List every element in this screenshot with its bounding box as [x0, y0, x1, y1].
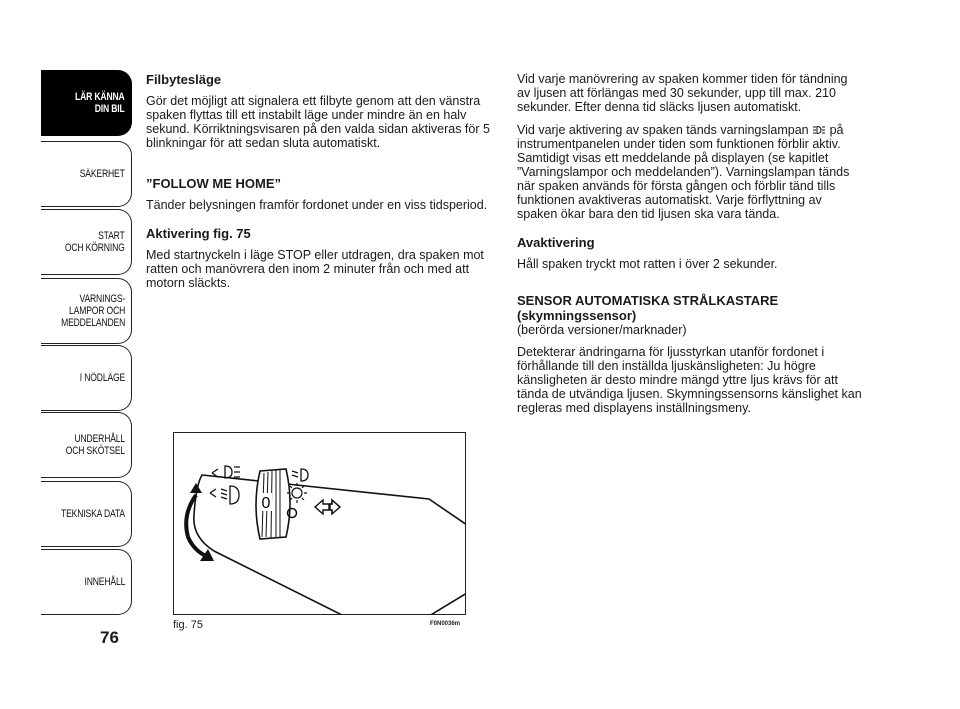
- ring-position-label: 0: [261, 495, 271, 512]
- tab-start-och-korning[interactable]: [41, 209, 132, 275]
- figure-75: [173, 432, 466, 615]
- light-stalk-illustration: [174, 433, 466, 615]
- tab-underhall[interactable]: [41, 412, 132, 478]
- tab-lar-kanna-din-bil[interactable]: [41, 70, 132, 136]
- tab-label: SÄKERHET: [79, 168, 125, 180]
- avaktivering-heading: Avaktivering: [517, 235, 595, 250]
- warning-lamp-text-end: på instrumentpanelen under tiden som funktionen förblir aktiv. Samtidigt visas ett meddelande på displayen (se kapitlet ”Varningslampor och meddelanden”). Varningslampan tänds när spaken används för första gången och förblir tänd tills funktionen avaktiveras automatiskt. Varje förflyttning av spaken ökar bara den tid ljusen ska vara tända.: [517, 123, 850, 221]
- sensor-heading: SENSOR AUTOMATISKA STRÅLKASTARE (skymningssensor): [517, 293, 779, 323]
- tab-varningslampor[interactable]: [41, 278, 132, 344]
- tab-label: INNEHÅLL: [84, 576, 125, 588]
- tab-label: LÄR KÄNNA DIN BIL: [75, 91, 125, 115]
- figure-caption: fig. 75: [173, 619, 203, 631]
- stalk-body: [194, 475, 466, 615]
- avaktivering-text: Håll spaken tryckt mot ratten i över 2 sekunder.: [517, 257, 778, 271]
- filbytes-heading: Filbytesläge: [146, 72, 222, 87]
- follow-me-home-text: Tänder belysningen framför fordonet under en viss tidsperiod.: [146, 198, 488, 212]
- warning-lamp-text-start: Vid varje aktivering av spaken tänds varningslampan: [517, 123, 809, 137]
- tab-innehall[interactable]: [41, 549, 132, 615]
- follow-me-home-heading: ”FOLLOW ME HOME”: [146, 176, 282, 191]
- figure-code: F0N0036m: [430, 621, 461, 627]
- sensor-note: (berörda versioner/marknader): [517, 323, 687, 337]
- tab-tekniska-data[interactable]: [41, 481, 132, 547]
- tab-label: TEKNISKA DATA: [61, 508, 125, 520]
- warning-lamp-text: [517, 123, 862, 221]
- tab-label: START OCH KÖRNING: [65, 230, 125, 254]
- page-number: 76: [100, 628, 119, 647]
- tab-label: VARNINGS- LAMPOR OCH MEDDELANDEN: [60, 293, 125, 329]
- filbytes-text: Gör det möjligt att signalera ett filbyte genom att den vänstra spaken flyttas till ett instabilt läge under mindre än en halv sekund. Körriktningsvisaren på den valda sidan aktiveras för 5 blinkningar för att sedan sluta automatiskt.: [146, 94, 490, 150]
- sensor-text: Detekterar ändringarna för ljusstyrkan utanför fordonet i förhållande till den inställda ljuskänsligheten: Ju högre känsligheten är desto mindre mängd yttre ljus krävs för att tända de utvändiga ljusen. Skymningssensorns känslighet kan regleras med displayens inställningsmeny.: [517, 345, 862, 415]
- follow-me-home-lamp-icon: [812, 125, 826, 135]
- tab-i-nodlage[interactable]: [41, 345, 132, 411]
- right-column: [517, 72, 862, 424]
- left-column: [146, 72, 496, 299]
- aktivering-heading: Aktivering fig. 75: [146, 226, 251, 241]
- follow-me-home-duration-text: Vid varje manövrering av spaken kommer tiden för tändning av ljusen att förlängas med 30 sekunder, upp till max. 210 sekunder. Efter denna tid släcks ljusen automatiskt.: [517, 72, 848, 114]
- tab-label: I NÖDLÄGE: [79, 372, 125, 384]
- high-beam-icon: [292, 469, 308, 481]
- tab-label: UNDERHÅLL OCH SKÖTSEL: [65, 433, 125, 457]
- side-lights-icon: [212, 466, 240, 478]
- tab-sakerhet[interactable]: [41, 141, 132, 207]
- aktivering-text: Med startnyckeln i läge STOP eller utdragen, dra spaken mot ratten och manövrera den inom 2 minuter från och med att motorn släckts.: [146, 248, 484, 290]
